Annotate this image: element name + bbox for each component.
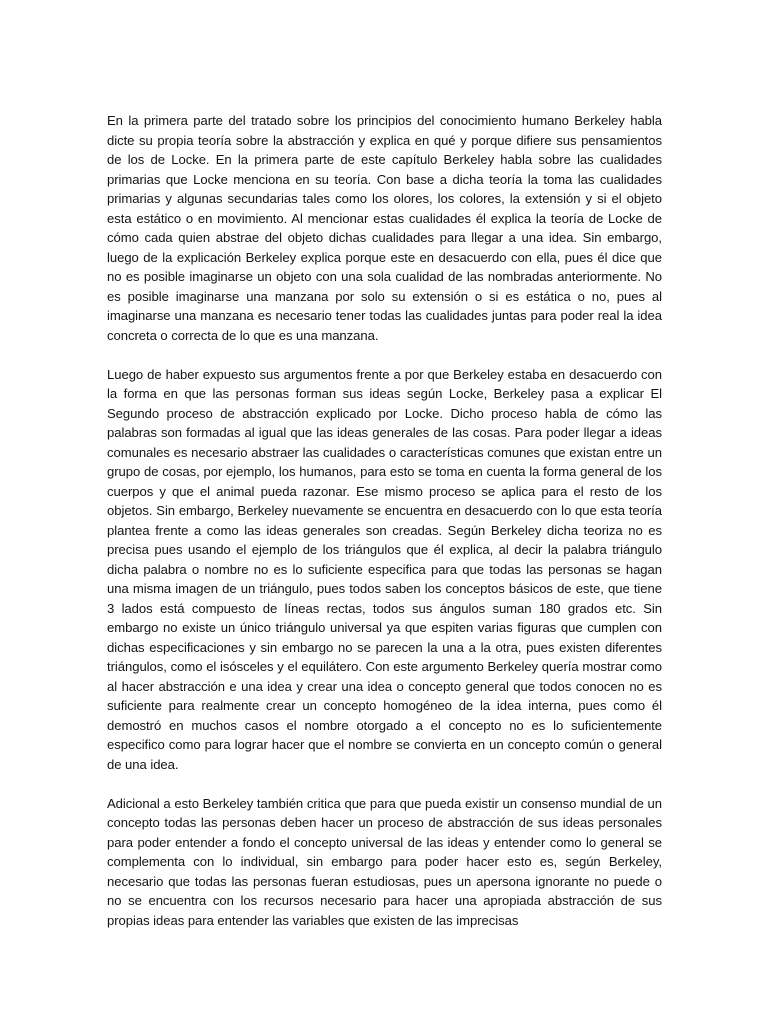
- paragraph-2: Luego de haber expuesto sus argumentos frente a por que Berkeley estaba en desacuerdo con la forma en que las personas forman sus ideas según Locke, Berkeley pasa a explicar El Segundo proceso de abstracción explicado por Locke. Dicho proceso habla de cómo las palabras son formadas al igual que las ideas generales de las cosas. Para poder llegar a ideas comunales es necesario abstraer las cualidades o características comunes que existan entre un grupo de cosas, por ejemplo, los humanos, para esto se toma en cuenta la forma general de los cuerpos y que el animal pueda razonar. Ese mismo proceso se aplica para el resto de los objetos. Sin embargo, Berkeley nuevamente se encuentra en desacuerdo con lo que esta teoría plantea frente a como las ideas generales son creadas. Según Berkeley dicha teoriza no es precisa pues usando el ejemplo de los triángulos que él explica, al decir la palabra triángulo dicha palabra o nombre no es lo suficiente especifica para que todas las personas se hagan una misma imagen de un triángulo, pues todos saben los conceptos básicos de este, que tiene 3 lados está compuesto de líneas rectas, todos sus ángulos suman 180 grados etc. Sin embargo no existe un único triángulo universal ya que espiten varias figuras que cumplen con dichas especificaciones y sin embargo no se parecen la una a la otra, pues existen diferentes triángulos, como el isósceles y el equilátero. Con este argumento Berkeley quería mostrar como al hacer abstracción e una idea y crear una idea o concepto general que todos conocen no es suficiente para realmente crear un concepto homogéneo de la idea interna, pues como él demostró en muchos casos el nombre otorgado a el concepto no es lo suficientemente especifico como para lograr hacer que el nombre se convierta en un concepto común o general de una idea.: [107, 366, 662, 772]
- paragraph-3: Adicional a esto Berkeley también critica que para que pueda existir un consenso mundial de un concepto todas las personas deben hacer un proceso de abstracción de sus ideas personales para poder entender a fondo el concepto universal de las ideas y entender como lo general se complementa con lo individual, sin embargo para poder hacer esto es, según Berkeley, necesario que todas las personas fueran estudiosas, pues un apersona ignorante no puede o no se encuentra con los recursos necesario para hacer una apropiada abstracción de sus propias ideas para entender las variables que existen de las imprecisas: [107, 795, 662, 928]
- document-page: [107, 111, 662, 950]
- paragraph-1: En la primera parte del tratado sobre los principios del conocimiento humano Berkeley habla dicte su propia teoría sobre la abstracción y explica en qué y porque difiere sus pensamientos de los de Locke. En la primera parte de este capítulo Berkeley habla sobre las cualidades primarias que Locke menciona en su teoría. Con base a dicha teoría la toma las cualidades primarias y algunas secundarias tales como los olores, los colores, la extensión y si el objeto esta estático o en movimiento. Al mencionar estas cualidades él explica la teoría de Locke de cómo cada quien abstrae del objeto dichas cualidades para llegar a una idea. Sin embargo, luego de la explicación Berkeley explica porque este en desacuerdo con ella, pues él dice que no es posible imaginarse un objeto con una sola cualidad de las nombradas anteriormente. No es posible imaginarse una manzana por solo su extensión o si es estática o no, pues al imaginarse una manzana es necesario tener todas las cualidades juntas para poder real la idea concreta o correcta de lo que es una manzana.: [107, 113, 662, 343]
